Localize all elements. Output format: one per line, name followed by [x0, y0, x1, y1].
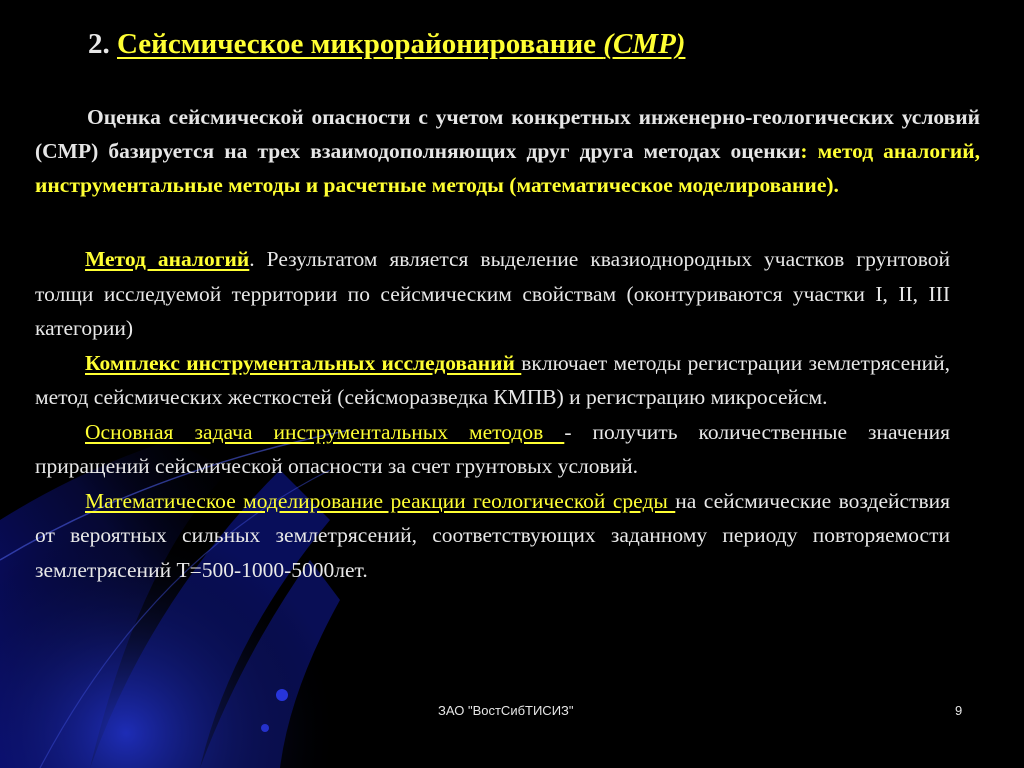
footer-company: ЗАО "ВостСибТИСИЗ" — [438, 703, 574, 718]
intro-text: Оценка сейсмической опасности с учетом конкретных инженерно-геологических условий (СМР) базируется на трех взаимодополняющих друг друга методах оценки — [35, 105, 980, 163]
point-math-modeling — [35, 484, 950, 588]
point-label: Метод аналогий — [85, 247, 250, 271]
decor-dot-2 — [261, 724, 269, 732]
decor-dot-1 — [276, 689, 288, 701]
point-text: - получить количественные значения приращений сейсмической опасности за счет грунтовых условий. — [35, 419, 950, 478]
point-text: включает методы регистрации землетрясений, метод сейсмических жесткостей (сейсморазведка КМПВ) и регистрацию микросейсм. — [35, 350, 950, 409]
intro-colon: : — [800, 139, 808, 163]
page-number: 9 — [955, 703, 963, 718]
point-text: . Результатом является выделение квазиоднородных участков грунтовой толщи исследуемой территории по сейсмическим свойствам (оконтуриваются участки I, II, III категории) — [35, 247, 951, 340]
slide-title — [88, 28, 685, 61]
intro-paragraph — [35, 100, 980, 202]
title-text-underlined — [117, 28, 685, 60]
point-text: на сейсмические воздействия от вероятных сильных землетрясений, соответствующих заданному периоду повторяемости землетрясений Т=500-1000-5000лет. — [35, 488, 950, 582]
title-text: Сейсмическое микрорайонирование — [117, 28, 597, 60]
point-main-task — [35, 415, 950, 484]
title-abbreviation: (СМР) — [603, 28, 686, 60]
point-label: Математическое моделирование реакции геологической среды — [85, 488, 676, 513]
point-label: Комплекс инструментальных исследований — [85, 350, 522, 375]
title-number: 2. — [88, 28, 110, 60]
point-instrumental-complex — [35, 346, 950, 415]
method-points — [35, 242, 950, 587]
point-analogy-method — [35, 242, 950, 346]
intro-highlight: метод аналогий, инструментальные методы и расчетные методы (математическое моделирование). — [35, 139, 980, 197]
point-label: Основная задача инструментальных методов — [85, 419, 565, 444]
